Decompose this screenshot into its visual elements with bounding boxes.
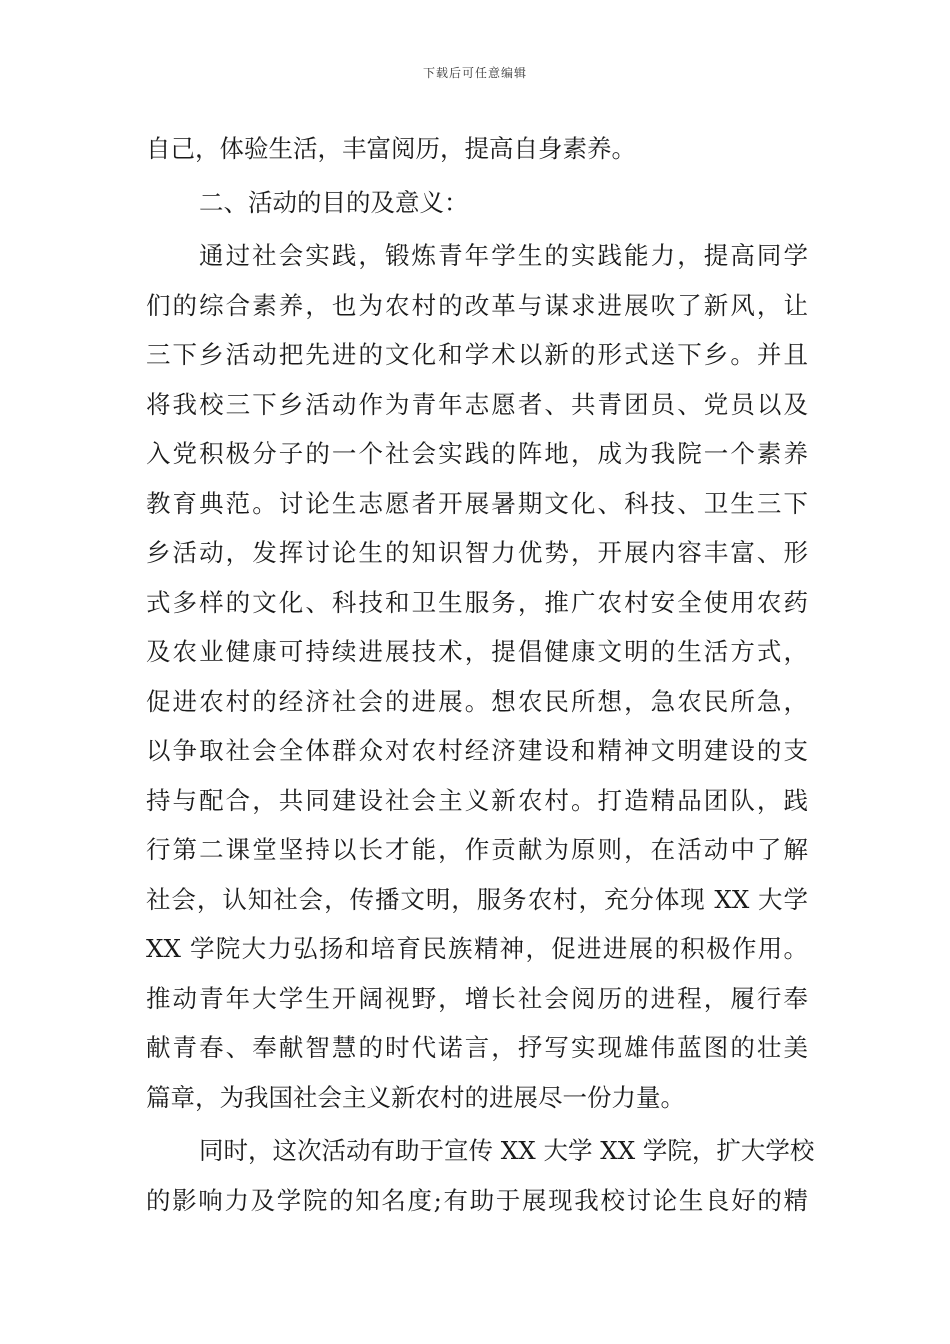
text-line: 通过社会实践，锻炼青年学生的实践能力，提高同学: [199, 241, 808, 270]
text-line: 以争取社会全体群众对农村经济建设和精神文明建设的支: [146, 736, 808, 765]
text-line: 的影响力及学院的知名度;有助于展现我校讨论生良好的精: [146, 1185, 808, 1215]
text-line: 教育典范。讨论生志愿者开展暑期文化、科技、卫生三下: [146, 488, 808, 518]
text-line: 三下乡活动把先进的文化和学术以新的形式送下乡。并且: [146, 340, 808, 369]
text-line: 入党积极分子的一个社会实践的阵地，成为我院一个素养: [146, 439, 808, 468]
text-line: 促进农村的经济社会的进展。想农民所想，急农民所急，: [146, 686, 808, 716]
text-line: 将我校三下乡活动作为青年志愿者、共青团员、党员以及: [146, 389, 808, 419]
text-line: 行第二课堂坚持以长才能，作贡献为原则，在活动中了解: [146, 835, 808, 864]
section-heading: 二、活动的目的及意义：: [199, 187, 469, 217]
text-line: 自己，体验生活，丰富阅历，提高自身素养。: [146, 134, 636, 163]
header-note: 下载后可任意编辑: [422, 66, 527, 80]
text-line: 篇章，为我国社会主义新农村的进展尽一份力量。: [146, 1082, 685, 1112]
text-line: XX 学院大力弘扬和培育民族精神，促进进展的积极作用。: [146, 934, 808, 963]
text-line: 乡活动，发挥讨论生的知识智力优势，开展内容丰富、形: [146, 538, 808, 567]
text-line: 同时，这次活动有助于宣传 XX 大学 XX 学院，扩大学校: [199, 1136, 815, 1165]
text-line: 及农业健康可持续进展技术，提倡健康文明的生活方式，: [146, 637, 808, 666]
document-body: [146, 124, 815, 1225]
text-line: 式多样的文化、科技和卫生服务，推广农村安全使用农药: [146, 587, 808, 617]
text-line: 社会，认知社会，传播文明，服务农村，充分体现 XX 大学: [146, 884, 808, 914]
text-line: 推动青年大学生开阔视野，增长社会阅历的进程，履行奉: [146, 983, 808, 1013]
text-line: 持与配合，共同建设社会主义新农村。打造精品团队，践: [146, 785, 808, 815]
text-line: 献青春、奉献智慧的时代诺言，抒写实现雄伟蓝图的壮美: [146, 1033, 808, 1062]
text-line: 们的综合素养，也为农村的改革与谋求进展吹了新风，让: [146, 290, 808, 320]
